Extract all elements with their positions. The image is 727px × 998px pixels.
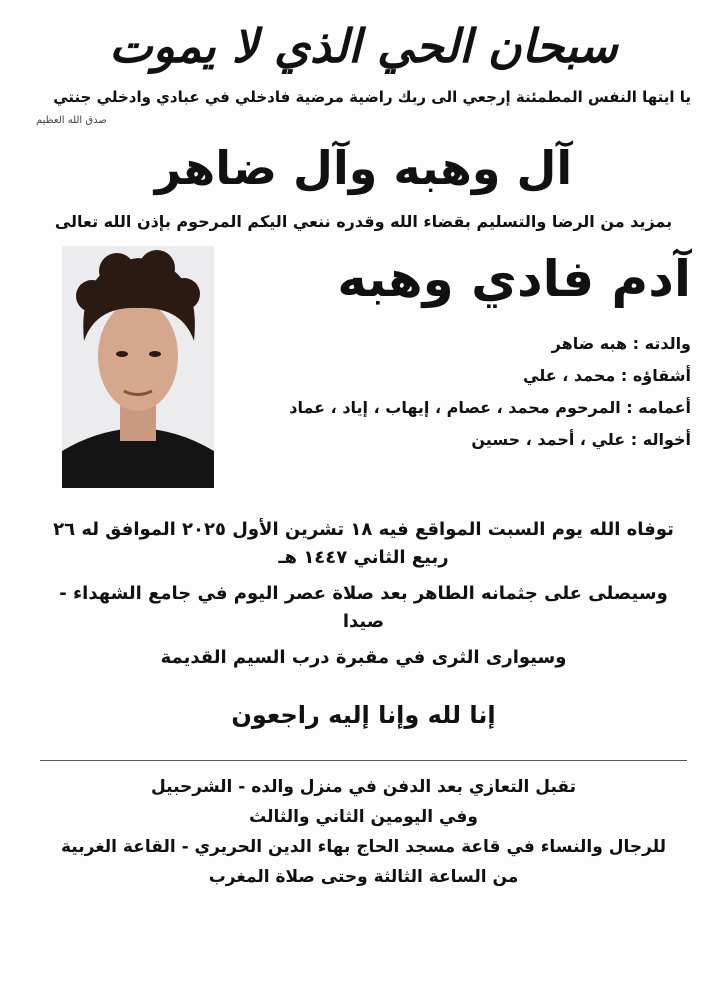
deceased-name: آدم فادي وهبه — [337, 250, 691, 308]
prayer-info: وسيصلى على جثمانه الطاهر بعد صلاة عصر اليوم في جامع الشهداء - صيدا — [59, 583, 668, 632]
intro-text: بمزيد من الرضا والتسليم بقضاء الله وقدره ننعي اليكم المرحوم بإذن الله تعالى — [54, 212, 673, 231]
death-date: توفاه الله يوم السبت المواقع فيه ١٨ تشرين الأول ٢٠٢٥ الموافق له ٢٦ ربيع الثاني ١٤٤٧ هـ — [53, 519, 674, 568]
relative-paternal-uncles: أعمامه : المرحوم محمد ، عصام ، إيهاب ، إياد ، عماد — [289, 398, 691, 417]
burial-info: وسيوارى الثرى في مقبرة درب السيم القديمة — [160, 647, 567, 668]
funeral-details — [36, 516, 691, 672]
relative-mother: والدته : هبه ضاهر — [551, 334, 691, 353]
deceased-photo — [62, 246, 214, 488]
deceased-info — [230, 246, 691, 460]
deceased-section — [36, 246, 691, 488]
verse-source: صدق الله العظيم — [36, 115, 107, 126]
relative-siblings: أشقاؤه : محمد ، علي — [523, 366, 691, 385]
relative-maternal-uncles: أخواله : علي ، أحمد ، حسين — [471, 430, 691, 449]
calligraphy-header: سبحان الحي الذي لا يموت — [109, 19, 618, 73]
quran-verse: يا ايتها النفس المطمئنة إرجعي الى ربك راضية مرضية فادخلي في عبادي وادخلي جنتي — [53, 88, 691, 106]
condolence-line: تقبل التعازي بعد الدفن في منزل والده - الشرحبيل — [150, 777, 577, 797]
condolence-line: من الساعة الثالثة وحتى صلاة المغرب — [208, 867, 519, 887]
divider — [40, 760, 687, 761]
condolence-line: للرجال والنساء في قاعة مسجد الحاج بهاء الدين الحريري - القاعة الغربية — [60, 837, 667, 857]
closing-verse: إنا لله وإنا إليه راجعون — [231, 701, 496, 729]
family-title: آل وهبه وآل ضاهر — [154, 141, 573, 195]
condolence-line: وفي اليومين الثاني والثالث — [249, 807, 478, 827]
